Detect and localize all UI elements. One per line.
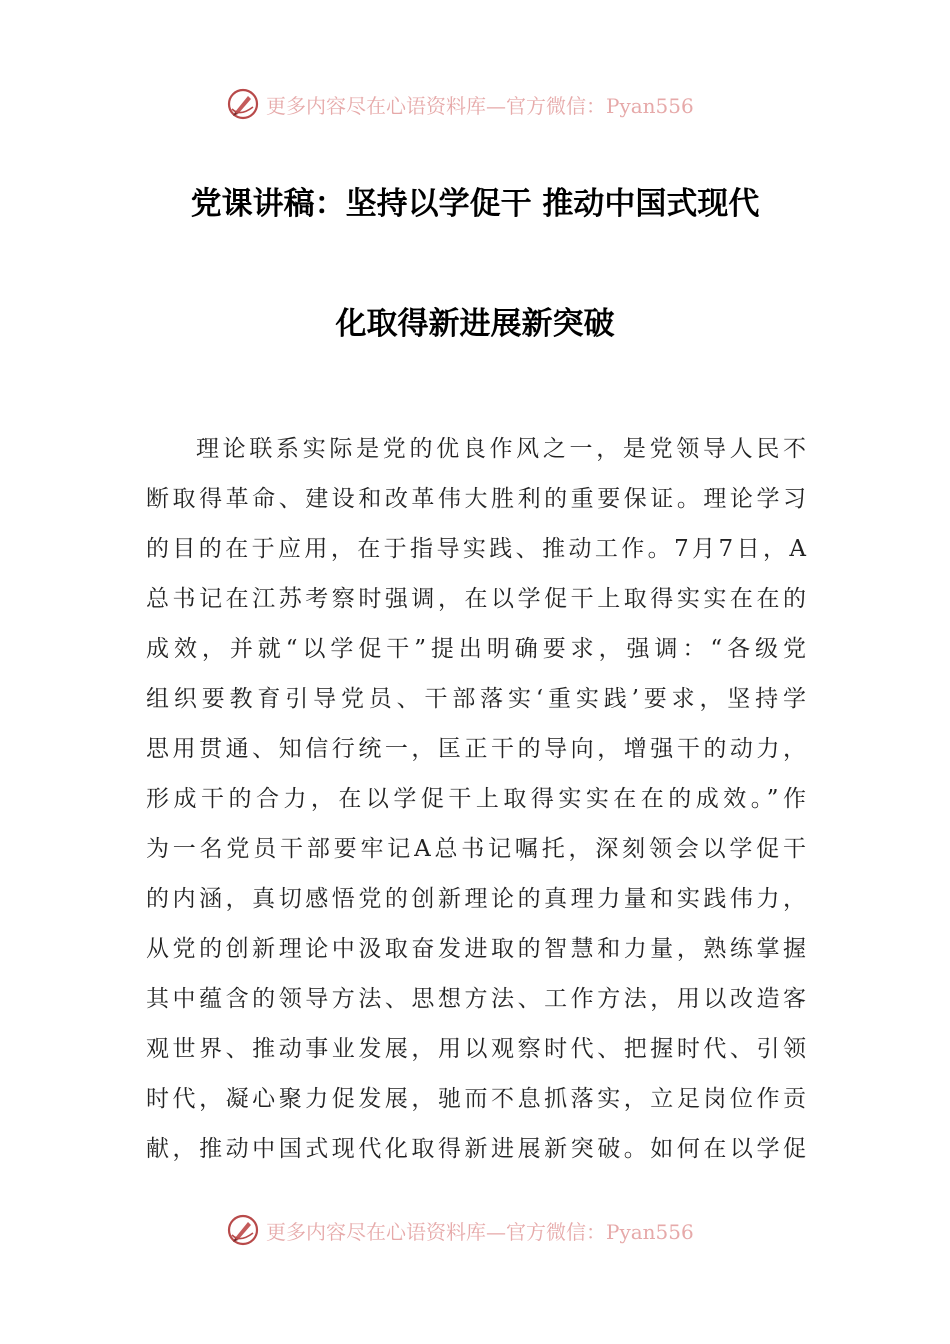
body-line: 的目的在于应用，在于指导实践、推动工作。7月7日，A: [146, 536, 806, 562]
body-line: 的内涵，真切感悟党的创新理论的真理力量和实践伟力，: [146, 886, 806, 912]
header-watermark: [226, 86, 694, 122]
pen-logo-icon: [226, 1213, 260, 1247]
body-paragraph: [146, 424, 806, 1174]
document-title-line-1: 党课讲稿：坚持以学促干 推动中国式现代: [190, 186, 760, 222]
body-line: 为一名党员干部要牢记A总书记嘱托，深刻领会以学促干: [146, 836, 806, 862]
body-line: 时代，凝心聚力促发展，驰而不息抓落实，立足岗位作贡: [146, 1086, 806, 1112]
body-line: 成效，并就“以学促干”提出明确要求，强调：“各级党: [146, 636, 806, 662]
body-line: 总书记在江苏考察时强调，在以学促干上取得实实在在的: [146, 586, 806, 612]
body-line: 组织要教育引导党员、干部落实‘重实践’要求，坚持学: [146, 686, 806, 712]
watermark-text: 更多内容尽在心语资料库—官方微信：Pyan556: [266, 1219, 694, 1244]
document-title-line-2: 化取得新进展新突破: [335, 306, 615, 342]
body-line: 从党的创新理论中汲取奋发进取的智慧和力量，熟练掌握: [146, 936, 806, 962]
body-line: 其中蕴含的领导方法、思想方法、工作方法，用以改造客: [146, 986, 806, 1012]
watermark-text: 更多内容尽在心语资料库—官方微信：Pyan556: [266, 93, 694, 118]
body-line: 断取得革命、建设和改革伟大胜利的重要保证。理论学习: [146, 486, 806, 512]
body-line: 形成干的合力，在以学促干上取得实实在在的成效。”作: [146, 786, 806, 812]
body-line: 思用贯通、知信行统一，匡正干的导向，增强干的动力，: [146, 736, 806, 762]
footer-watermark: [226, 1212, 694, 1248]
pen-logo-icon: [226, 87, 260, 121]
body-line: 理论联系实际是党的优良作风之一，是党领导人民不: [196, 436, 806, 462]
body-line: 观世界、推动事业发展，用以观察时代、把握时代、引领: [146, 1036, 806, 1062]
body-line: 献，推动中国式现代化取得新进展新突破。如何在以学促: [146, 1136, 806, 1162]
